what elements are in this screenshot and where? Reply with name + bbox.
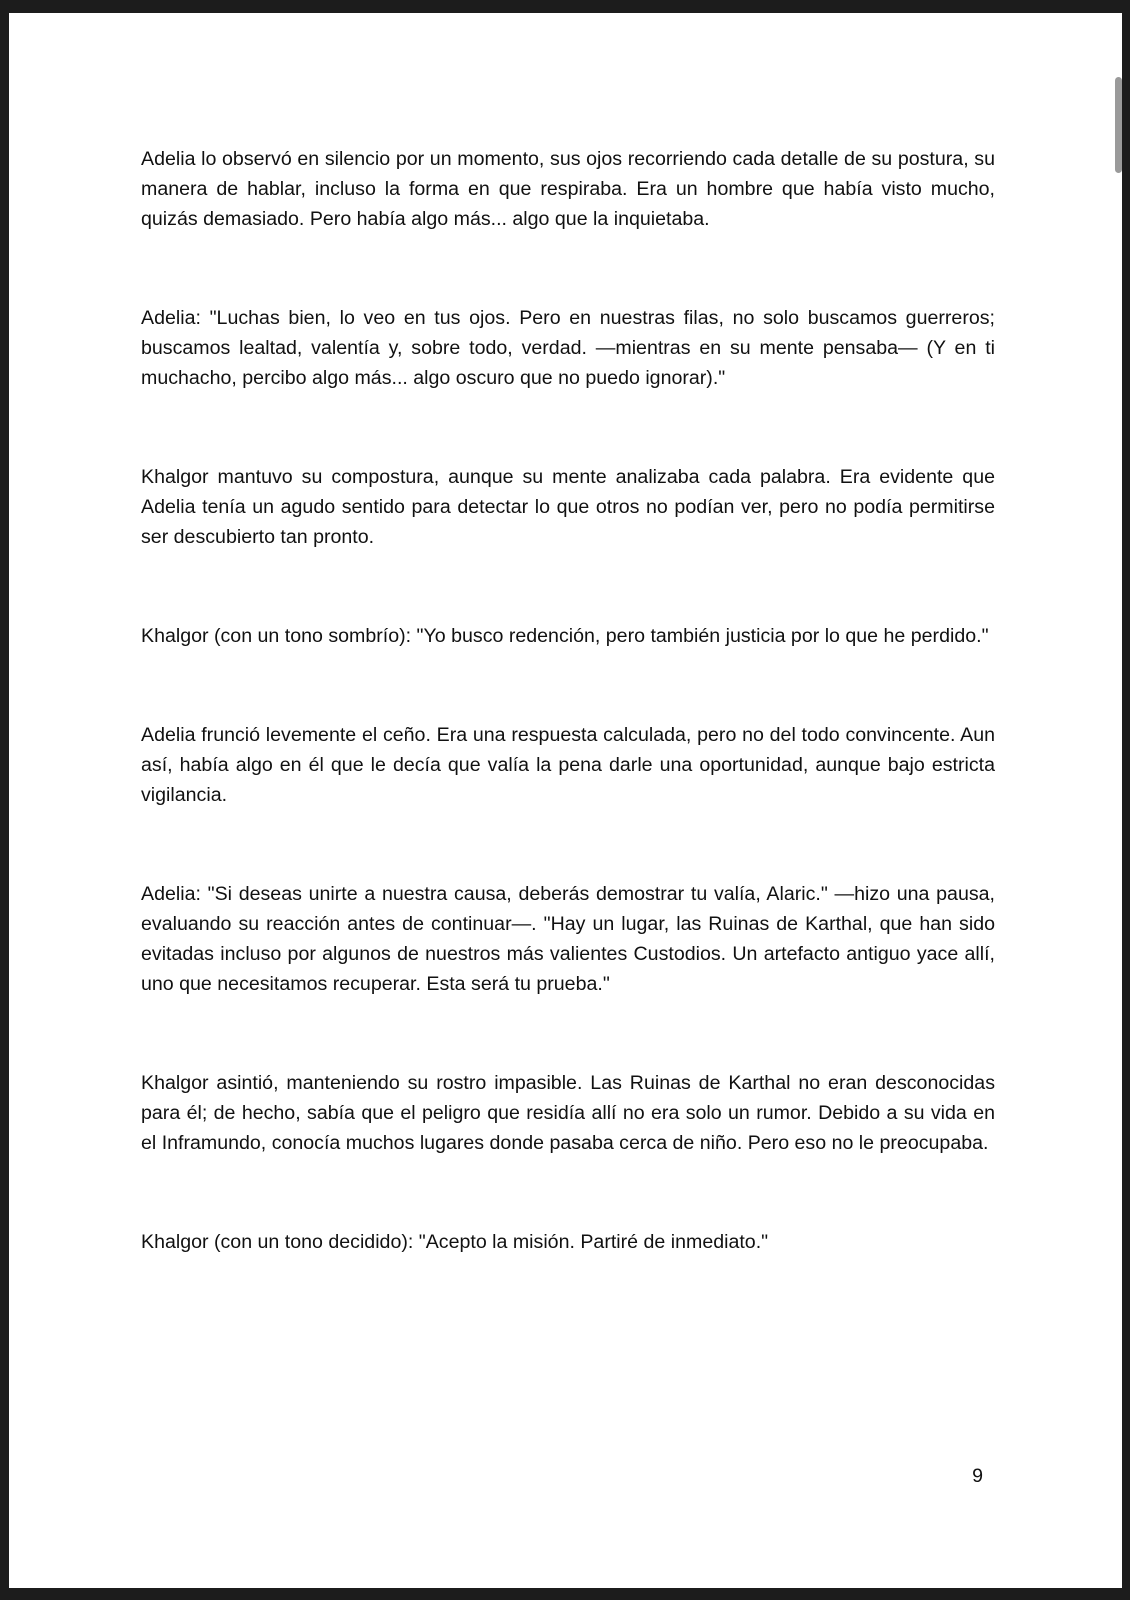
paragraph-2: Adelia: "Luchas bien, lo veo en tus ojos. Pero en nuestras filas, no solo buscamos guerreros; buscamos lealtad, valentía y, sobre todo, verdad. —mientras en su mente pensaba— (Y en ti muchacho, percibo algo más... algo oscuro que no puedo ignorar)." — [141, 307, 995, 389]
page-number: 9 — [972, 1465, 983, 1487]
paragraph-1: Adelia lo observó en silencio por un momento, sus ojos recorriendo cada detalle de su postura, su manera de hablar, incluso la forma en que respiraba. Era un hombre que había visto mucho, quizás demasiado. Pero había algo más... algo que la inquietaba. — [141, 148, 995, 230]
paragraph-7: Khalgor asintió, manteniendo su rostro impasible. Las Ruinas de Karthal no eran desconocidas para él; de hecho, sabía que el peligro que residía allí no era solo un rumor. Debido a su vida en el Inframundo, conocía muchos lugares donde pasaba cerca de niño. Pero eso no le preocupaba. — [141, 1072, 995, 1154]
scrollbar-thumb[interactable] — [1115, 77, 1122, 173]
paragraph-3: Khalgor mantuvo su compostura, aunque su mente analizaba cada palabra. Era evidente que Adelia tenía un agudo sentido para detectar lo que otros no podían ver, pero no podía permitirse ser descubierto tan pronto. — [141, 466, 995, 548]
page-content — [141, 144, 995, 1257]
paragraph-6: Adelia: "Si deseas unirte a nuestra causa, deberás demostrar tu valía, Alaric." —hizo una pausa, evaluando su reacción antes de continuar—. "Hay un lugar, las Ruinas de Karthal, que han sido evitadas incluso por algunos de nuestros más valientes Custodios. Un artefacto antiguo yace allí, uno que necesitamos recuperar. Esta será tu prueba." — [141, 883, 995, 995]
paragraph-4: Khalgor (con un tono sombrío): "Yo busco redención, pero también justicia por lo que he perdido." — [141, 625, 989, 647]
paragraph-8: Khalgor (con un tono decidido): "Acepto la misión. Partiré de inmediato." — [141, 1231, 769, 1253]
paragraph-5: Adelia frunció levemente el ceño. Era una respuesta calculada, pero no del todo convincente. Aun así, había algo en él que le decía que valía la pena darle una oportunidad, aunque bajo estricta vigilancia. — [141, 724, 995, 806]
document-page — [9, 13, 1122, 1588]
